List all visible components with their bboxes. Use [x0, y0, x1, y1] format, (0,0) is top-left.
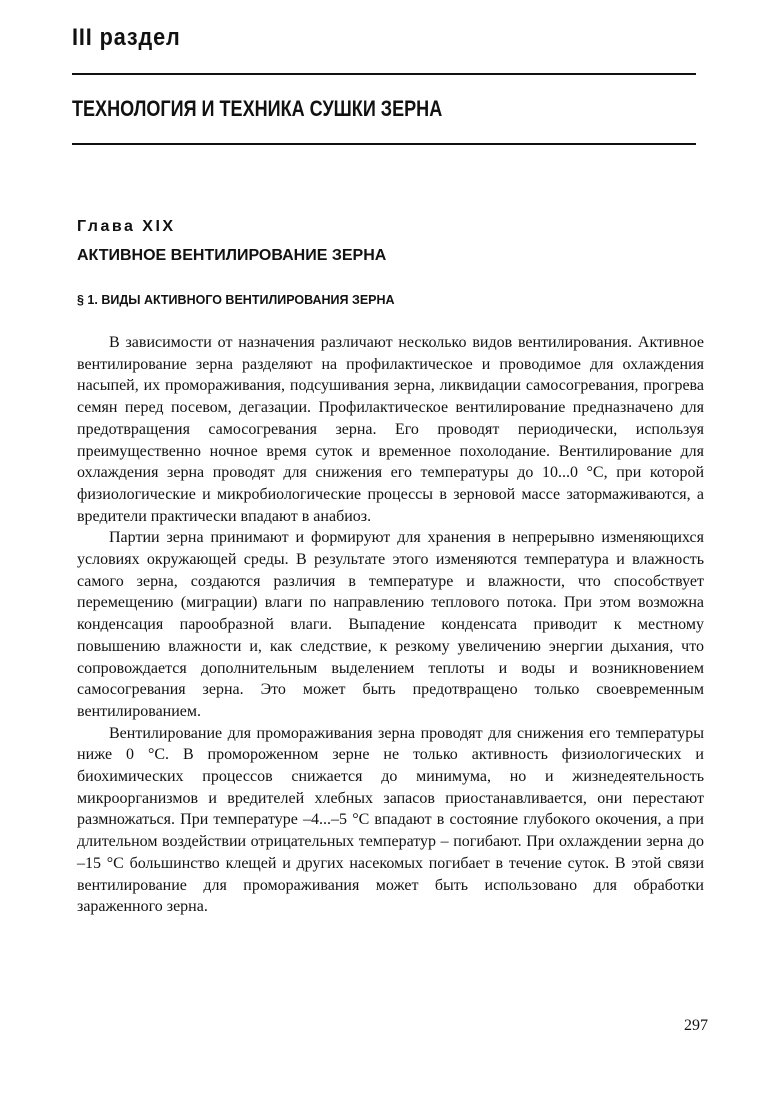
body-paragraph: В зависимости от назначения различают несколько видов вентилирования. Активное вентилирование зерна разделяют на профилактическое и проводимое для охлаждения насыпей, их промораживания, подсушивания зерна, ликвидации самосогревания, прогрева семян перед посевом, дегазации. Профилактическое вентилирование предназначено для предотвращения самосогревания зерна. Его проводят периодически, используя преимущественно ночное время суток и временное похолодание. Вентилирование для охлаждения зерна проводят для снижения его температуры до 10...0 °С, при которой физиологические и микробиологические процессы в зерновой массе затормаживаются, а вредители практически впадают в анабиоз. [77, 334, 704, 525]
paragraph-title: § 1. ВИДЫ АКТИВНОГО ВЕНТИЛИРОВАНИЯ ЗЕРНА [77, 293, 395, 307]
chapter-label: Глава XIX [77, 218, 176, 235]
chapter-title: АКТИВНОЕ ВЕНТИЛИРОВАНИЕ ЗЕРНА [77, 247, 387, 264]
top-divider [72, 73, 696, 75]
body-paragraph: Вентилирование для промораживания зерна проводят для снижения его температуры ниже 0 °С. В промороженном зерне не только активность физиологических и биохимических процессов снижается до минимума, но и жизнедеятельность микроорганизмов и вредителей хлебных запасов приостанавливается, они перестают размножаться. При температуре –4...–5 °С впадают в состояние глубокого окочения, а при длительном воздействии отрицательных температур – погибают. При охлаждении зерна до –15 °С большинство клещей и других насекомых погибает в течение суток. В этой связи вентилирование для промораживания может быть использовано для обработки зараженного зерна. [77, 724, 704, 916]
page-number: 297 [684, 1017, 708, 1034]
section-label: III раздел [72, 24, 181, 51]
body-paragraph: Партии зерна принимают и формируют для хранения в непрерывно изменяющихся условиях окружающей среды. В результате этого изменяются температура и влажность самого зерна, создаются различия в температуре и влажности, что способствует перемещению (миграции) влаги по направлению теплового потока. При этом возможна конденсация парообразной влаги. Выпадение конденсата приводит к местному повышению влажности и, как следствие, к резкому увеличению энергии дыхания, что сопровождается дополнительным выделением теплоты и воды и возникновением самосогревания зерна. Это может быть предотвращено только своевременным вентилированием. [77, 529, 704, 720]
part-title: ТЕХНОЛОГИЯ И ТЕХНИКА СУШКИ ЗЕРНА [72, 96, 443, 121]
body-text [77, 332, 704, 918]
bottom-divider [72, 143, 696, 145]
